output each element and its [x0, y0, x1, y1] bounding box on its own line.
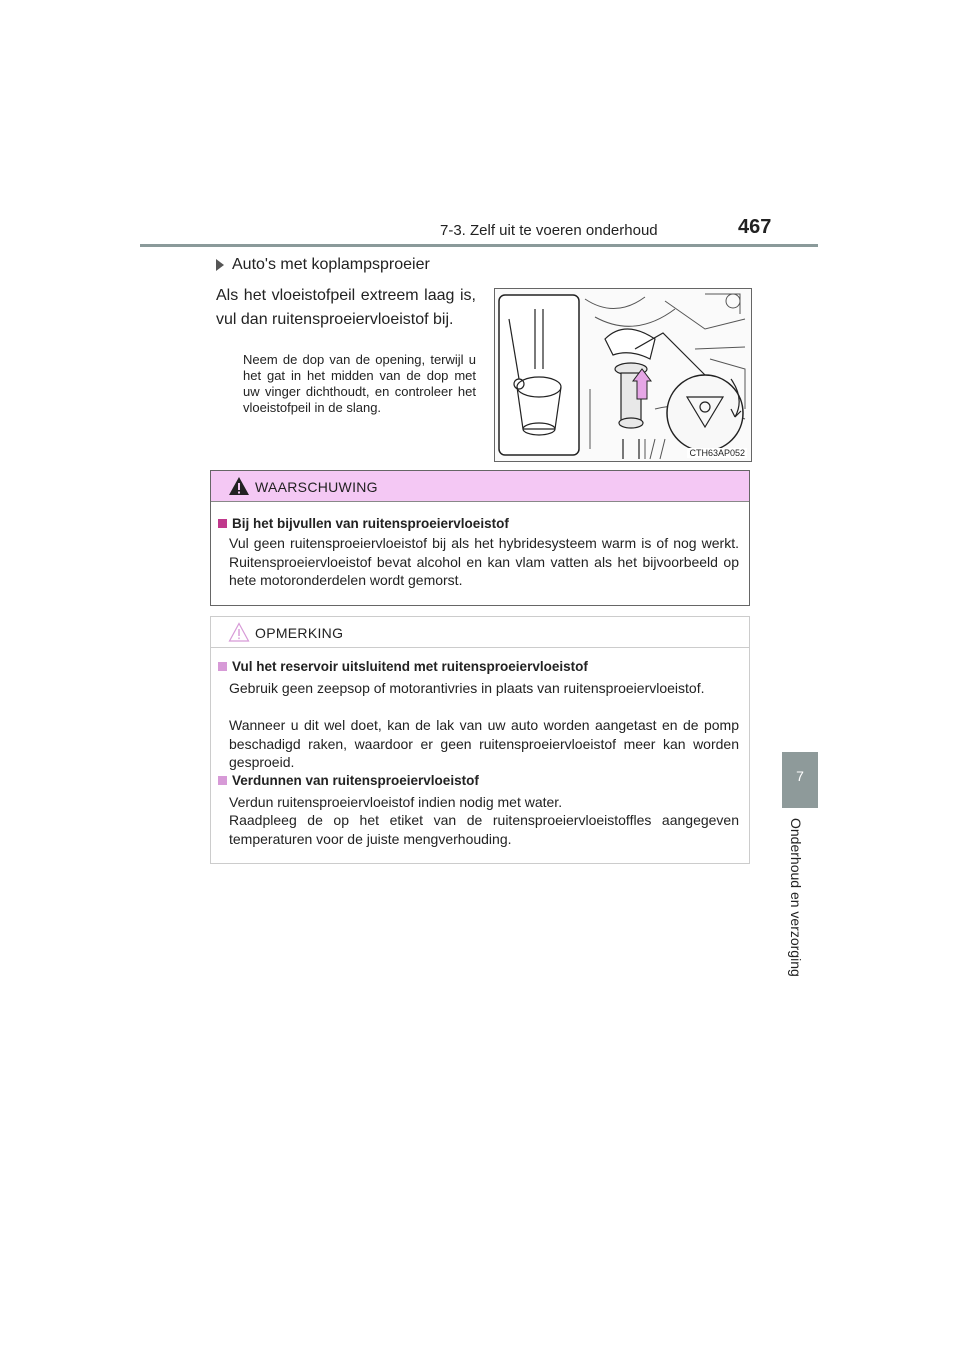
notice-item-title: Verdunnen van ruitensproeiervloeistof [218, 773, 479, 788]
notice-item-body: Wanneer u dit wel doet, kan de lak van uw auto worden aangetast en de pomp beschadigd raken, waardoor er geen ruitensproeiervloeistof meer kan worden gesproeid. [229, 717, 739, 770]
chapter-title: Onderhoud en verzorging [788, 818, 804, 977]
chapter-tab: 7 [782, 752, 818, 808]
notice-item-body: Gebruik geen zeepsop of motorantivries in plaats van ruitensproeiervloeistof. [229, 680, 705, 696]
warning-item-body: Vul geen ruitensproeiervloeistof bij als het hybridesysteem warm is of nog werkt. Ruitensproeiervloeistof bevat alcohol en kan vlam vatten als het bijvoorbeeld op hete motoronderdelen wordt gemorst. [229, 535, 739, 588]
subheading-text: Auto's met koplampsproeier [232, 256, 430, 273]
section-title: 7-3. Zelf uit te voeren onderhoud [440, 222, 658, 239]
instruction-note: Neem de dop van de opening, terwijl u het gat in het midden van de dop met uw vinger dichthoudt, en controleer het vloeistofpeil in de slang. [243, 352, 476, 415]
notice-label: OPMERKING [255, 625, 344, 641]
warning-item-title: Bij het bijvullen van ruitensproeiervloeistof [218, 516, 509, 531]
warning-icon [228, 476, 250, 496]
subheading [216, 256, 430, 274]
notice-item-title: Vul het reservoir uitsluitend met ruitensproeiervloeistof [218, 659, 588, 674]
caution-icon [228, 622, 250, 642]
notice-item-body: Verdun ruitensproeiervloeistof indien nodig met water. [229, 794, 563, 810]
reservoir-drawing [495, 289, 751, 461]
instruction-text: Als het vloeistofpeil extreem laag is, vul dan ruitensproeiervloeistof bij. [216, 287, 476, 328]
square-bullet-icon [218, 776, 227, 785]
illustration-code: CTH63AP052 [689, 448, 745, 458]
triangle-bullet-icon [216, 259, 224, 271]
washer-reservoir-illustration [494, 288, 752, 462]
warning-label: WAARSCHUWING [255, 479, 378, 495]
square-bullet-icon [218, 519, 227, 528]
warning-header [211, 471, 749, 502]
notice-header [211, 617, 749, 648]
page-number: 467 [738, 216, 772, 238]
header-rule [140, 244, 818, 247]
square-bullet-icon [218, 662, 227, 671]
notice-item-body: Raadpleeg de op het etiket van de ruitensproeiervloeistoffles aangegeven temperaturen voor de juiste mengverhouding. [229, 812, 739, 847]
